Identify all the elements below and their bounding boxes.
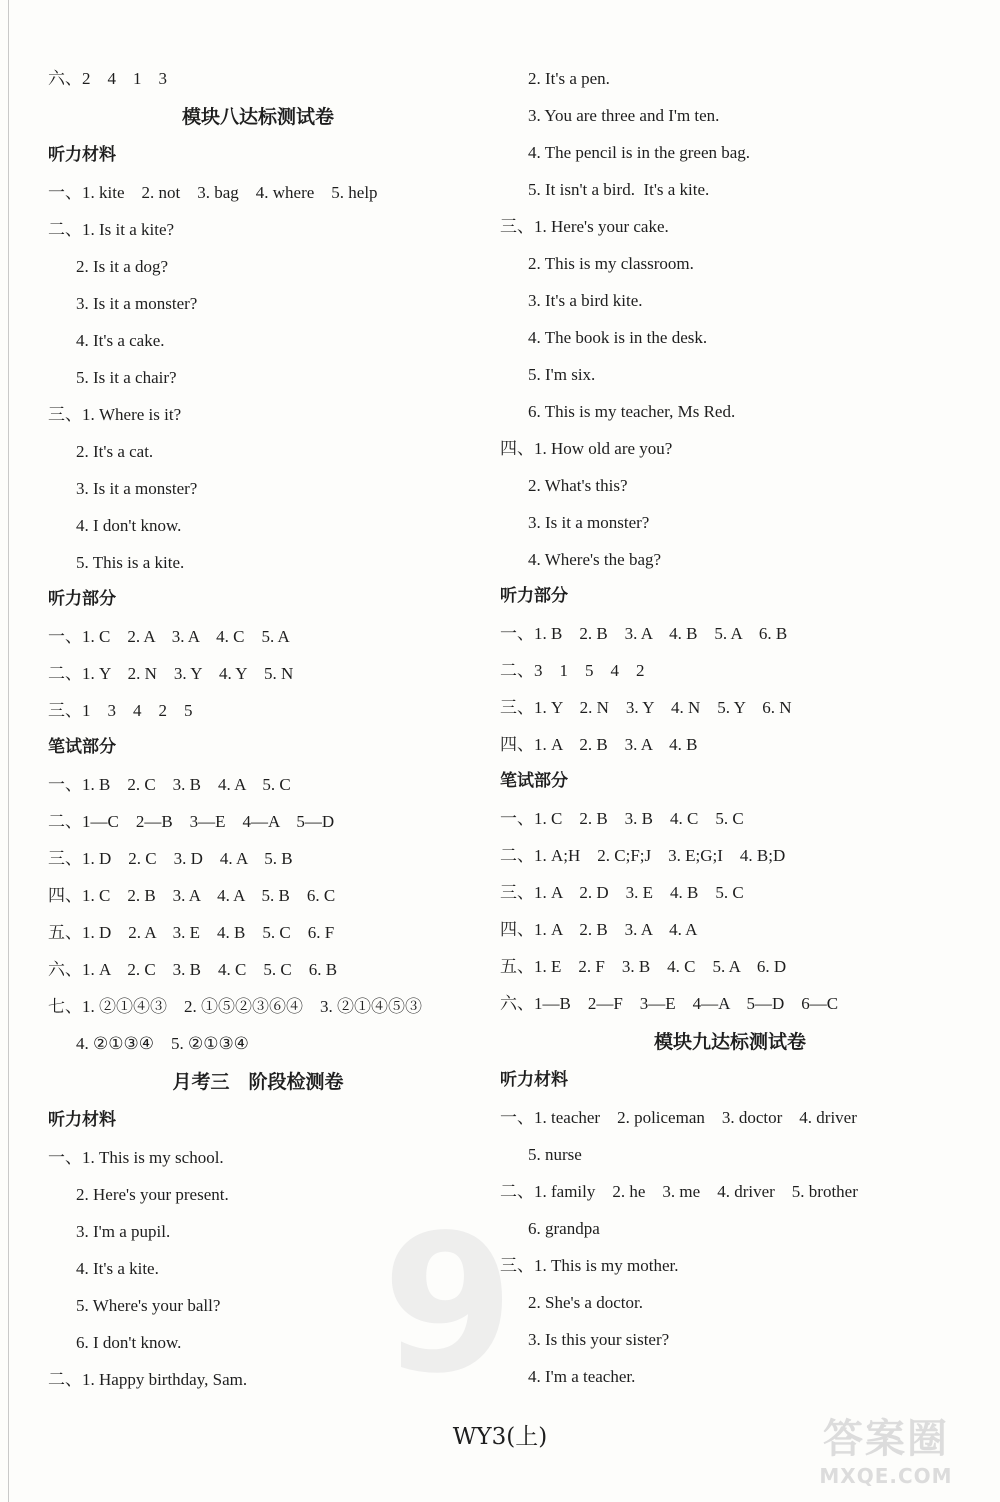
answer-line: 一、1. teacher 2. policeman 3. doctor 4. driver [500,1108,857,1127]
answer-line: 一、1. kite 2. not 3. bag 4. where 5. help [48,183,378,202]
answer-line: 六、2 4 1 3 [48,69,167,88]
answer-line: 一、1. This is my school. [48,1148,224,1167]
answer-line: 二、1. family 2. he 3. me 4. driver 5. brother [500,1182,858,1201]
answer-line: 5. Is it a chair? [76,368,177,387]
watermark-logo [786,1414,986,1494]
answer-line: 五、1. D 2. A 3. E 4. B 5. C 6. F [48,923,335,942]
answer-line: 二、1—C 2—B 3—E 4—A 5—D [48,812,335,831]
answer-line: 2. It's a pen. [528,69,610,88]
answer-line: 4. Where's the bag? [528,550,662,569]
answer-line: 3. Is this your sister? [528,1330,670,1349]
answer-line: 四、1. How old are you? [500,439,673,458]
answer-line: 4. It's a kite. [76,1259,159,1278]
answer-line: 6. grandpa [528,1219,600,1238]
subsection-heading: 笔试部分 [500,771,568,791]
answer-line: 三、1. Here's your cake. [500,217,669,236]
answer-line: 四、1. A 2. B 3. A 4. B [500,735,698,754]
watermark-logo-text: 答案圈 [823,1416,949,1462]
answer-line: 6. I don't know. [76,1333,182,1352]
answer-line: 七、1. ②①④③ 2. ①⑤②③⑥④ 3. ②①④⑤③ [48,997,422,1016]
section-title: 模块九达标测试卷 [653,1031,806,1053]
answer-line: 4. I don't know. [76,516,182,535]
answer-line: 3. Is it a monster? [528,513,650,532]
answer-line: 2. This is my classroom. [528,254,694,273]
answer-line: 二、1. Happy birthday, Sam. [48,1370,248,1389]
subsection-heading: 听力材料 [48,145,116,165]
answer-line: 三、1. Y 2. N 3. Y 4. N 5. Y 6. N [500,698,792,717]
subsection-heading: 听力部分 [500,586,568,606]
answer-line: 5. It isn't a bird. It's a kite. [528,180,710,199]
answer-line: 三、1. This is my mother. [500,1256,679,1275]
answer-line: 3. You are three and I'm ten. [528,106,720,125]
watermark-digit: 9 [382,1194,515,1415]
answer-line: 5. nurse [528,1145,582,1164]
subsection-heading: 听力部分 [48,589,116,609]
section-title: 月考三 阶段检测卷 [172,1071,344,1093]
left-column [48,60,468,1398]
answer-line: 二、1. Y 2. N 3. Y 4. Y 5. N [48,664,294,683]
answer-line: 5. This is a kite. [76,553,185,572]
answer-line: 一、1. C 2. B 3. B 4. C 5. C [500,809,744,828]
answer-line: 三、1 3 4 2 5 [48,701,193,720]
answer-line: 一、1. B 2. B 3. A 4. B 5. A 6. B [500,624,788,643]
answer-line: 六、1—B 2—F 3—E 4—A 5—D 6—C [500,994,839,1013]
answer-line: 4. It's a cake. [76,331,165,350]
answer-line: 4. ②①③④ 5. ②①③④ [76,1034,249,1053]
subsection-heading: 听力材料 [500,1070,568,1090]
subsection-heading: 笔试部分 [48,737,116,757]
answer-line: 五、1. E 2. F 3. B 4. C 5. A 6. D [500,957,787,976]
answer-line: 3. I'm a pupil. [76,1222,171,1241]
answer-line: 2. It's a cat. [76,442,154,461]
answer-line: 5. I'm six. [528,365,596,384]
answer-line: 2. Is it a dog? [76,257,169,276]
answer-line: 一、1. C 2. A 3. A 4. C 5. A [48,627,290,646]
subsection-heading: 听力材料 [48,1110,116,1130]
watermark-logo-url: MXQE.COM [819,1464,953,1488]
page-footer: WY3(上) [452,1424,548,1450]
answer-line: 四、1. A 2. B 3. A 4. A [500,920,698,939]
section-title: 模块八达标测试卷 [181,106,334,128]
answer-line: 二、1. Is it a kite? [48,220,175,239]
answer-line: 4. The pencil is in the green bag. [528,143,751,162]
answer-line: 4. I'm a teacher. [528,1367,636,1386]
right-column [500,60,960,1395]
answer-line: 3. It's a bird kite. [528,291,643,310]
binding-margin-line [8,0,9,1502]
answer-line: 三、1. D 2. C 3. D 4. A 5. B [48,849,293,868]
answer-line: 三、1. A 2. D 3. E 4. B 5. C [500,883,744,902]
answer-line: 2. Here's your present. [76,1185,229,1204]
answer-line: 3. Is it a monster? [76,479,198,498]
answer-line: 四、1. C 2. B 3. A 4. A 5. B 6. C [48,886,336,905]
answer-line: 二、3 1 5 4 2 [500,661,645,680]
answer-line: 2. She's a doctor. [528,1293,643,1312]
answer-line: 2. What's this? [528,476,628,495]
answer-line: 3. Is it a monster? [76,294,198,313]
answer-line: 4. The book is in the desk. [528,328,708,347]
answer-line: 六、1. A 2. C 3. B 4. C 5. C 6. B [48,960,338,979]
answer-line: 二、1. A;H 2. C;F;J 3. E;G;I 4. B;D [500,846,786,865]
answer-line: 5. Where's your ball? [76,1296,221,1315]
answer-line: 一、1. B 2. C 3. B 4. A 5. C [48,775,291,794]
answer-line: 6. This is my teacher, Ms Red. [528,402,736,421]
answer-line: 三、1. Where is it? [48,405,182,424]
